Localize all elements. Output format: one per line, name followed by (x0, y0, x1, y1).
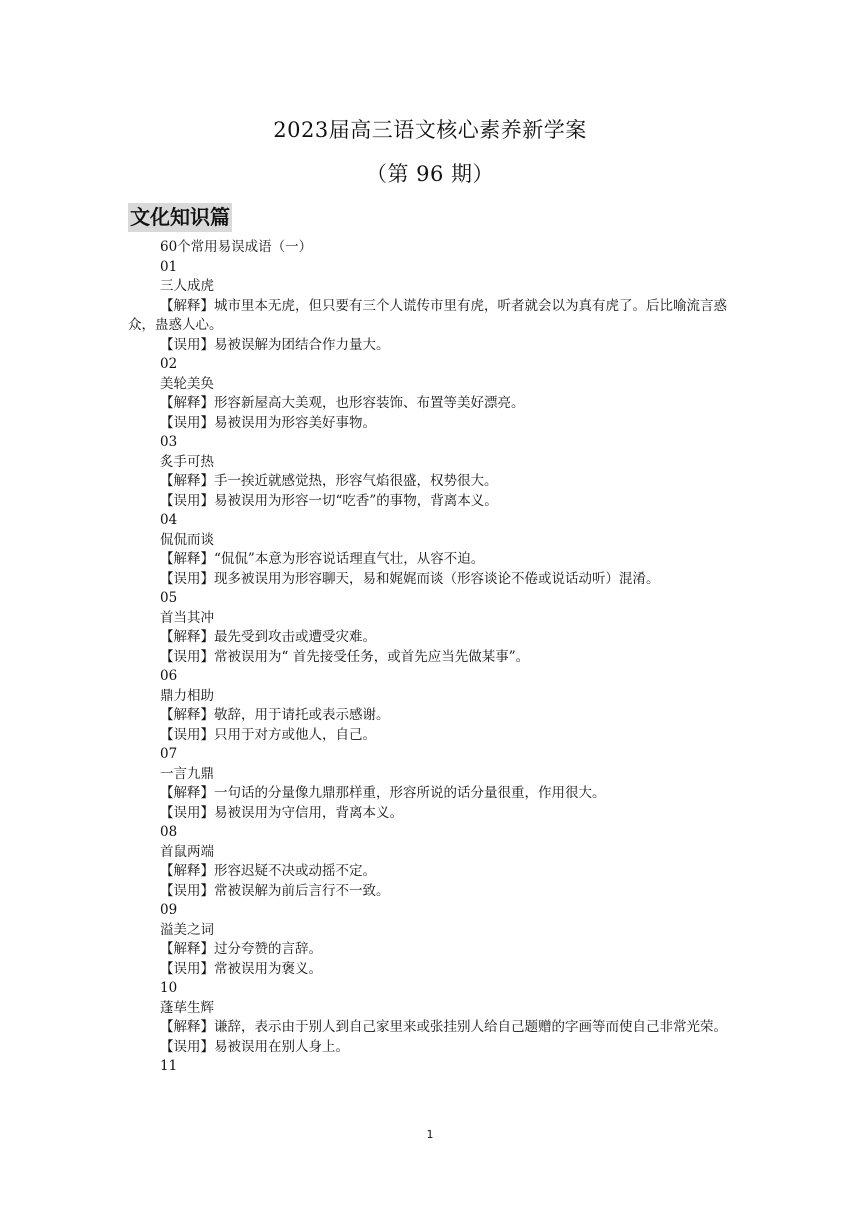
idiom-entry (128, 979, 736, 1057)
intro-line: 60个常用易误成语（一） (160, 239, 313, 255)
page-number: 1 (426, 1128, 434, 1141)
idiom-entry (128, 258, 736, 356)
idiom-name: 首鼠两端 (160, 843, 214, 860)
entry-number: 04 (160, 512, 178, 528)
misuse-text: 【误用】常被误解为前后言行不一致。 (160, 882, 390, 899)
idiom-entry (128, 667, 736, 745)
misuse-text: 【误用】现多被误用为形容聊天，易和娓娓而谈（形容谈论不倦或说话动听）混淆。 (160, 570, 660, 587)
document-body (128, 238, 736, 1077)
entry-number: 10 (160, 980, 178, 996)
idiom-name: 一言九鼎 (160, 765, 214, 782)
entry-number: 05 (160, 590, 178, 606)
idiom-entry (128, 589, 736, 667)
idiom-list (128, 258, 736, 1058)
misuse-text: 【误用】易被误用为形容一切“吃香”的事物，背离本义。 (160, 492, 498, 509)
document-title: 2023届高三语文核心素养新学案 (273, 118, 587, 142)
idiom-name: 三人成虎 (160, 278, 214, 294)
idiom-name: 美轮美奂 (160, 375, 214, 392)
misuse-text: 【误用】易被误用为形容美好事物。 (160, 414, 376, 431)
entry-number: 07 (160, 746, 178, 762)
misuse-text: 【误用】只用于对方或他人，自己。 (160, 726, 376, 743)
explanation-text: 【解释】手一挨近就感觉热，形容气焰很盛，权势很大。 (160, 473, 498, 489)
misuse-text: 【误用】常被误用为“ 首先接受任务，或首先应当先做某事”。 (160, 648, 530, 665)
explanation-text: 【解释】最先受到攻击或遭受灾难。 (160, 629, 376, 645)
entry-number: 02 (160, 356, 178, 372)
section-heading: 文化知识篇 (128, 203, 232, 232)
idiom-entry (128, 823, 736, 901)
idiom-entry (128, 355, 736, 433)
idiom-name: 鼎力相助 (160, 687, 214, 704)
idiom-entry (128, 433, 736, 511)
explanation-text: 【解释】形容新屋高大美观，也形容装饰、布置等美好漂亮。 (160, 395, 525, 411)
explanation-text: 【解释】城市里本无虎，但只要有三个人谎传市里有虎，听者就会以为真有虎了。后比喻流言惑众，蛊惑人心。 (128, 297, 727, 333)
idiom-name: 蓬荜生辉 (160, 999, 214, 1016)
idiom-name: 炙手可热 (160, 453, 214, 470)
idiom-entry (128, 511, 736, 589)
idiom-name: 侃侃而谈 (160, 531, 214, 548)
idiom-entry (128, 901, 736, 979)
entry-number: 09 (160, 902, 178, 918)
explanation-text: 【解释】敬辞，用于请托或表示感谢。 (160, 707, 390, 723)
explanation-text: 【解释】一句话的分量像九鼎那样重，形容所说的话分量很重，作用很大。 (160, 785, 606, 801)
explanation-text: 【解释】谦辞，表示由于别人到自己家里来或张挂别人给自己题赠的字画等而使自己非常光荣。 (160, 1019, 727, 1035)
misuse-text: 【误用】易被误用为守信用，背离本义。 (160, 804, 403, 821)
issue-number: （第 96 期） (365, 162, 495, 186)
explanation-text: 【解释】“侃侃”本意为形容说话理直气壮，从容不迫。 (160, 551, 485, 567)
explanation-text: 【解释】形容迟疑不决或动摇不定。 (160, 863, 376, 879)
entry-number: 03 (160, 434, 178, 450)
entry-number: 11 (160, 1058, 178, 1074)
entry-number: 08 (160, 824, 178, 840)
idiom-name: 溢美之词 (160, 921, 214, 938)
misuse-text: 【误用】易被误用在别人身上。 (160, 1038, 349, 1055)
idiom-name: 首当其冲 (160, 609, 214, 626)
explanation-text: 【解释】过分夸赞的言辞。 (160, 941, 322, 957)
misuse-text: 【误用】常被误用为褒义。 (160, 960, 322, 977)
misuse-text: 【误用】易被误解为团结合作力量大。 (160, 336, 390, 353)
idiom-entry (128, 745, 736, 823)
entry-number: 06 (160, 668, 178, 684)
entry-number: 01 (160, 258, 178, 275)
